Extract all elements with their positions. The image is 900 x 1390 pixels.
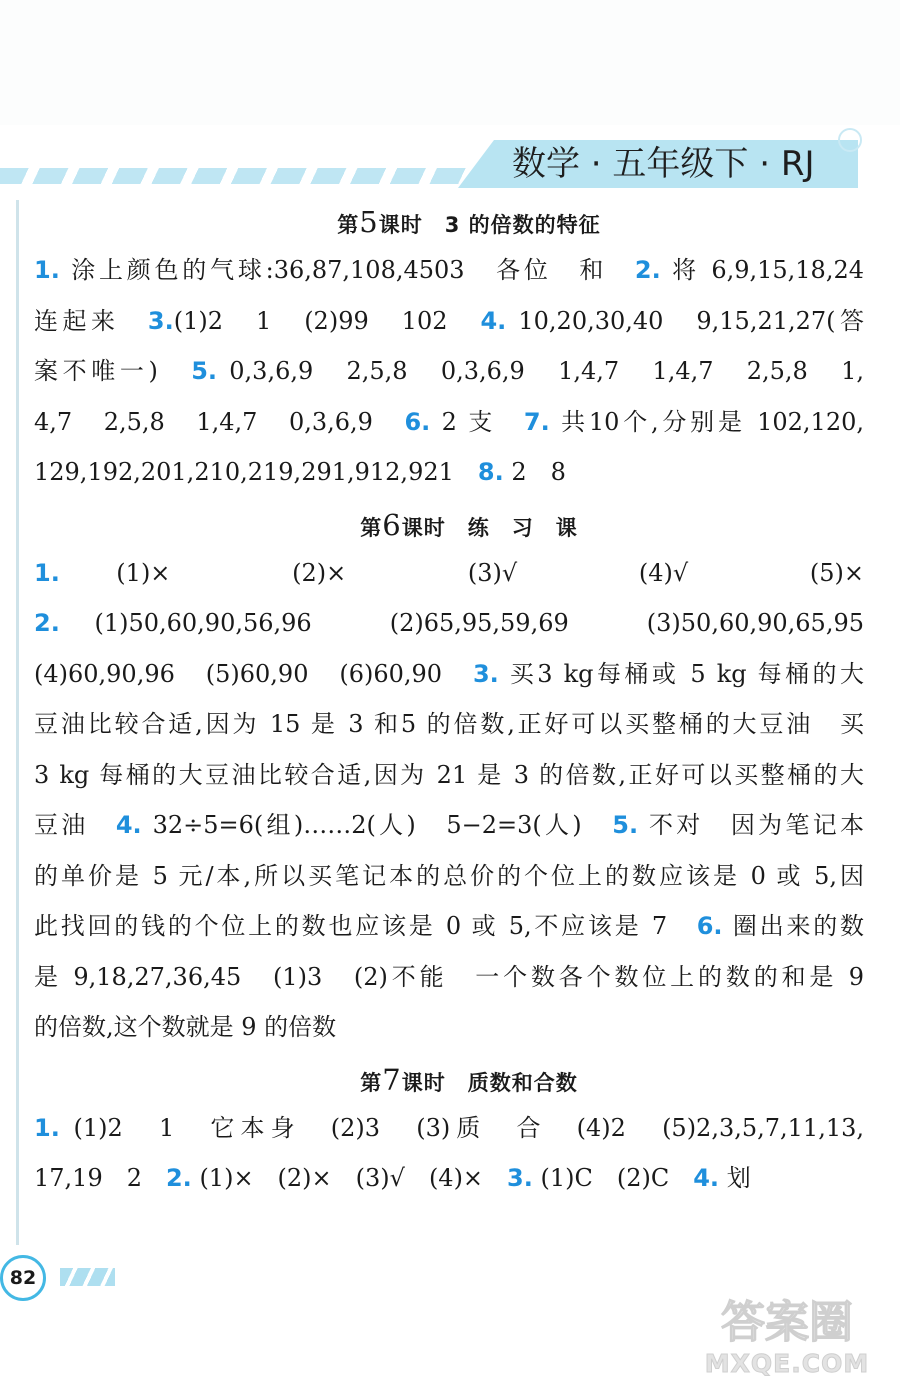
answer-text: 连起来 [34,306,148,335]
question-number: 1. [34,558,60,587]
answer-text: (1)2 1 它本身 (2)3 (3)质 合 (4)2 (5)2,3,5,7,11,13, [59,1113,864,1142]
page-header-title: 数学 · 五年级下 · RJ [512,144,815,184]
answer-text: 买3 kg每桶或 5 kg 每桶的大 [498,659,865,688]
lesson-title-prefix: 第 [360,515,383,540]
answer-text: 划 [719,1164,751,1192]
answer-content [34,205,864,1204]
answer-line [34,952,864,1003]
question-number: 3. [147,306,174,335]
answer-text: (1)× (2)× (3)√ (4)× [191,1164,508,1192]
answer-text: 共10个,分别是 102,120, [549,407,864,436]
answer-text: 32÷5=6(组)……2(人) 5−2=3(人) [141,811,613,839]
lesson-title-prefix: 第 [360,1070,383,1095]
top-margin [0,0,900,125]
answer-line [34,851,864,902]
answer-line [34,397,864,448]
question-number: 2. [34,609,60,637]
question-number: 1. [34,1113,60,1142]
answer-line [34,699,864,750]
lesson-number: 5 [359,205,379,239]
header-stripe-decoration [0,168,520,184]
answer-line [34,598,864,649]
lesson-number: 7 [382,1062,402,1097]
lesson-title-text: 课时 3 的倍数的特征 [378,213,601,237]
answer-text: 不对 因为笔记本 [638,811,864,839]
answer-text: 17,19 2 [34,1164,166,1192]
answer-text: (1)C (2)C [532,1164,694,1192]
answer-text: (1)50,60,90,56,96 (2)65,95,59,69 (3)50,60,90,65,95 [59,609,864,637]
answer-line [34,1103,864,1154]
header-ring-decoration [838,128,862,152]
answer-text: 0,3,6,9 2,5,8 0,3,6,9 1,4,7 1,4,7 2,5,8 1, [217,357,864,385]
answer-line [34,750,864,801]
answer-text: 4,7 2,5,8 1,4,7 0,3,6,9 [34,407,405,436]
question-number: 4. [693,1164,720,1192]
question-number: 3. [507,1164,533,1192]
watermark-logo [682,1298,892,1380]
question-number: 6. [404,407,431,436]
lesson-title [34,205,864,239]
answer-line [34,296,864,347]
page-number: 82 [0,1255,46,1301]
answer-text: 涂上颜色的气球:36,87,108,4503 各位 和 [59,256,635,284]
answer-text: (4)60,90,96 (5)60,90 (6)60,90 [34,659,473,688]
answer-text: 豆油比较合适,因为 15 是 3 和5 的倍数,正好可以买整桶的大豆油 买 [34,710,864,738]
question-number: 2. [165,1164,192,1192]
watermark-main-text: 答案圈 [721,1297,853,1348]
answer-text: 的倍数,这个数就是 9 的倍数 [34,1013,337,1041]
lesson-title [34,508,864,542]
answer-text: 2 8 [503,458,566,486]
question-number: 5. [612,811,639,839]
question-number: 8. [477,458,504,486]
question-number: 1. [34,256,60,284]
answer-line [34,800,864,851]
answer-line [34,245,864,296]
answer-line [34,901,864,952]
answer-text: 案不唯一) [34,357,192,385]
answer-line [34,548,864,599]
question-number: 3. [472,659,499,688]
answer-line [34,649,864,700]
question-number: 2. [634,256,661,284]
answer-text: (1)2 1 (2)99 102 [173,306,481,335]
lesson-title-prefix: 第 [337,213,360,237]
question-number: 6. [696,912,723,940]
answer-text: 的单价是 5 元/本,所以买笔记本的总价的个位上的数应该是 0 或 5,因 [34,861,864,890]
footer-stripe-decoration [60,1268,115,1286]
answer-text: 此找回的钱的个位上的数也应该是 0 或 5,不应该是 7 [34,912,697,940]
answer-text: 是 9,18,27,36,45 (1)3 (2)不能 一个数各个数位上的数的和是 9 [34,962,864,991]
lesson-title-text: 课时 练 习 课 [401,515,578,540]
answer-text: (1)× (2)× (3)√ (4)√ (5)× [59,558,864,587]
lesson-title-text: 课时 质数和合数 [401,1070,578,1095]
answer-line [34,346,864,397]
answer-text: 3 kg 每桶的大豆油比较合适,因为 21 是 3 的倍数,正好可以买整桶的大 [34,760,864,789]
answer-text: 129,192,201,210,219,291,912,921 [34,458,478,486]
question-number: 4. [115,811,142,839]
answer-line [34,447,864,498]
lesson-number: 6 [382,507,402,542]
answer-text: 圈出来的数 [722,912,865,940]
question-number: 7. [523,407,550,436]
answer-text: 豆油 [34,811,116,839]
watermark-url-text: MXQE.COM [704,1349,870,1378]
answer-text: 将 6,9,15,18,24 [660,256,864,284]
answer-text: 10,20,30,40 9,15,21,27(答 [506,306,864,335]
question-number: 5. [191,357,218,385]
question-number: 4. [480,306,507,335]
answer-line [34,1153,864,1204]
lesson-title [34,1063,864,1097]
answer-text: 2 支 [430,407,524,436]
left-margin-rule [16,200,19,1245]
answer-line [34,1002,864,1053]
